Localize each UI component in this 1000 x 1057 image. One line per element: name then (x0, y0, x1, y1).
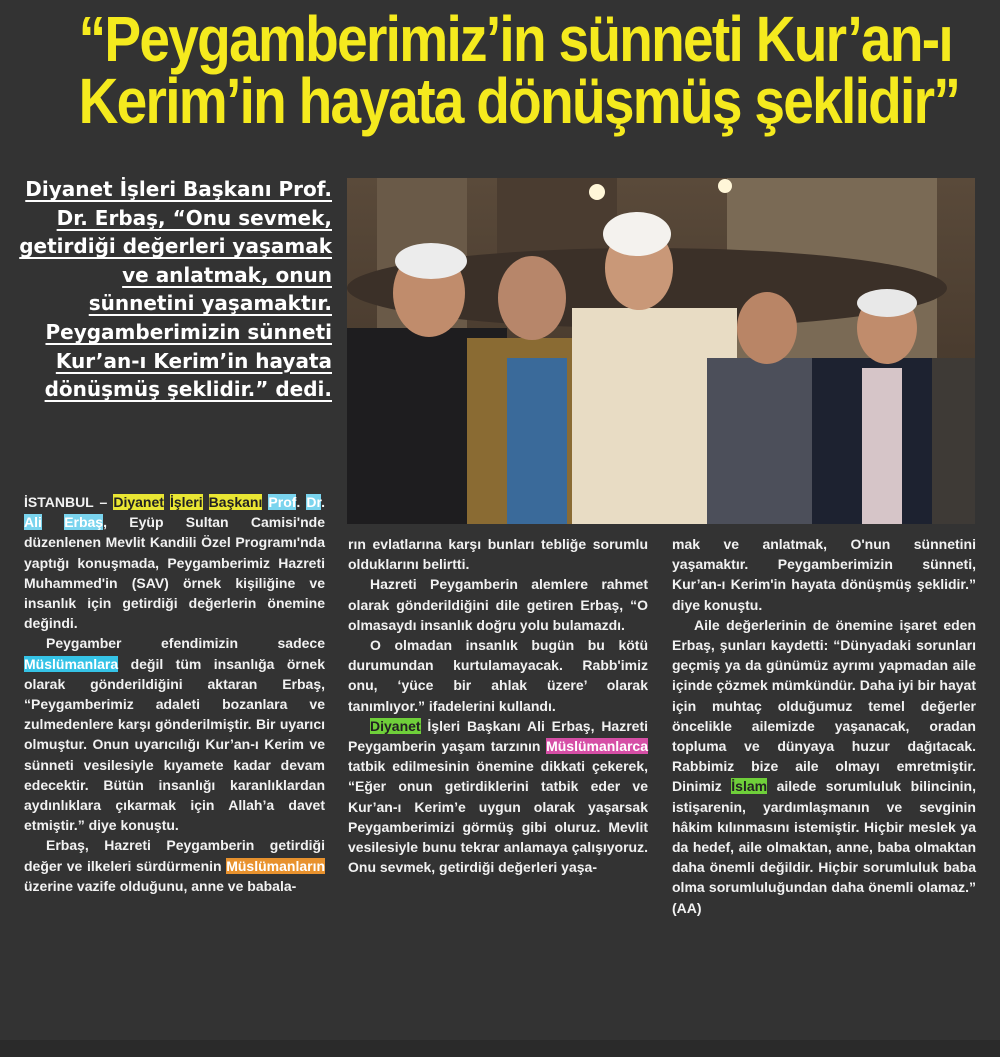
paragraph (24, 633, 325, 835)
paragraph (672, 615, 976, 918)
paragraph: rın evlatlarına karşı bunları tebliğe sorumlu olduklarını belirtti. (348, 536, 648, 573)
paragraph-text: , Eyüp Sultan Camisi'nde düzenlenen Mevlit Kandili Özel Programı'nda yaptığı konuşmada, Peygamberimiz Hazreti Muhammed'in (SAV) örnek kişiliğine ve insanlık için getirdiği değerlerin önemine değindi. (24, 514, 325, 632)
paragraph-text: üzerine vazife olduğunu, anne ve babala- (24, 877, 297, 894)
paragraph-text: İşleri Başkanı Ali Erbaş, Hazreti Peygamberin yaşam tarzının (348, 717, 649, 755)
article-column-1 (24, 492, 325, 896)
headline-line-1: “Peygamberimiz’in sünneti Kur’an-ı (78, 3, 952, 75)
article-column-3 (672, 534, 976, 918)
paragraph-text: tatbik edilmesinin önemine dikkati çekerek, “Eğer onun getirdiklerini tatbik eder ve Kur’an-ı Kerim’e uygun olarak yaşarsak Peygamberimizi görmüş gibi oluruz. Mevlit vesilesiyle bunu tekrar anlamaya çalışıyoruz. Onu sevmek, getirdiği değerleri yaşa- (348, 758, 648, 876)
headline (78, 3, 960, 137)
headline-line-2: Kerim’in hayata dönüşmüş şeklidir” (78, 65, 960, 137)
paragraph (348, 716, 648, 878)
paragraph: Hazreti Peygamberin alemlere rahmet olarak gönderildiğini dile getiren Erbaş, “O olmasaydı insanlık doğru yolu bulamazdı. (348, 576, 648, 633)
highlight-word: Müslümanların (226, 857, 326, 874)
highlight-word: İşleri (169, 494, 203, 510)
article-column-2 (348, 534, 648, 877)
paragraph-text: Erbaş, Hazreti Peygamberin getirdiği değer ve ilkeleri sürdürmenin (24, 837, 325, 874)
highlight-word: Prof (268, 494, 297, 510)
spot-summary (14, 175, 332, 404)
highlight-word: İslam (731, 778, 768, 795)
highlight-word: Erbaş (64, 514, 104, 531)
paragraph: mak ve anlatmak, O'nun sünnetini yaşamaktır. Peygamberimizin sünneti, Kur’an-ı Kerim'in hayata dönüşmüş şeklidir.” diye konuştu. (672, 536, 976, 613)
paragraph: O olmadan insanlık bugün bu kötü durumundan kurtulamayacak. Rabb'imiz onu, ‘yüce bir ahlak üzere’ olarak tanımlıyor.” ifadelerini kullandı. (348, 637, 648, 714)
highlight-word: Diyanet (370, 717, 421, 734)
highlight-word: Başkanı (208, 494, 263, 510)
highlight-word: Müslümanlarca (546, 738, 649, 755)
paragraph-text: değil tüm insanlığa örnek olarak gönderildiğini aktaran Erbaş, “Peygamberimiz adaleti bozanlara ve zulmedenlere karşı gönderilmiştir. Bir uyarıcı olmuştur. Onun uyarıcılığı Kur’an-ı Kerim ve sünneti vesilesiyle kıyamete kadar devam edecektir. Bütün insanlığı karanlıklardan aydınlıklara çıkarmak için Allah’a davet etmiştir.” diye konuştu. (24, 655, 326, 834)
bottom-border (0, 1040, 1000, 1057)
highlight-word: Müslümanlara (24, 655, 119, 672)
article-body (0, 486, 1000, 1057)
punctuation: . (321, 494, 326, 510)
highlight-word: Ali (24, 514, 42, 531)
mosque-congregation-image (347, 178, 975, 524)
paragraph-text: ailede sorumluluk bilincinin, istişarenin, yardımlaşmanın ve sevginin hâkim kılınmasını istemiştir. Hiçbir meslek ya da hedef, aile olmaktan, anne, baba olmaktan daha önemli değildir. Hiçbir sorumluluk baba olma sorumluluğundan daha önemli olamaz.” (AA) (672, 778, 976, 916)
spot-text: Diyanet İşleri Başkanı Prof. Dr. Erbaş, “Onu sevmek, getirdiği değerleri yaşamak ve anlatmak, onun sünnetini yaşamaktır. Peygamberimizin sünneti Kur’an-ı Kerim’in hayata dönüşmüş şeklidir.” dedi. (19, 177, 332, 402)
highlight-word: Diyanet (113, 494, 164, 510)
paragraph (24, 492, 325, 633)
punctuation: . (296, 494, 301, 510)
paragraph-text: Aile değerlerinin de önemine işaret eden Erbaş, şunları kaydetti: “Dünyadaki sorunları geçmiş ya da günümüz ayrımı yapmadan aile içinde çözmek mümkündür. Daha iyi bir hayat için muhtaç olduğumuz temel değerler öncelikle ailemizde yaşanacak, oradan topluma ve dünyaya huzur dağıtacak. Rabbimiz bize aile olmayı emretmiştir. Dinimiz (672, 616, 976, 795)
dateline: İSTANBUL – (24, 494, 108, 510)
highlight-word: Dr (306, 494, 322, 510)
paragraph (24, 835, 325, 896)
paragraph-text: Peygamber efendimizin sadece (46, 635, 325, 652)
news-photo (347, 178, 975, 524)
